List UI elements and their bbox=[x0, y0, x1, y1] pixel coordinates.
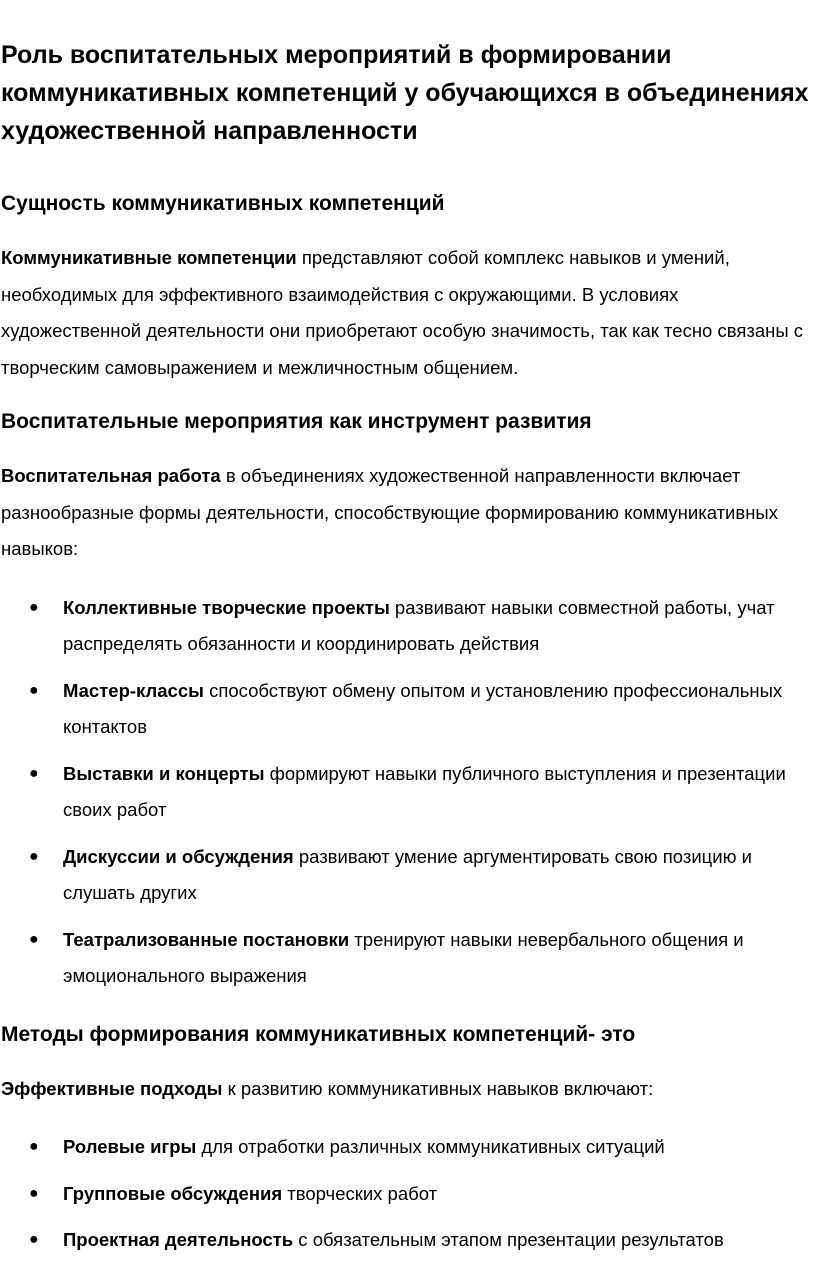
item-bold: Коллективные творческие проекты bbox=[63, 596, 390, 618]
paragraph-text: к развитию коммуникативных навыков включают: bbox=[222, 1077, 654, 1099]
section-paragraph bbox=[1, 1071, 810, 1108]
list-item bbox=[1, 1222, 810, 1259]
item-text: развивают навыки совместной работы, учат распределять обязанности и координировать действия bbox=[63, 596, 775, 654]
paragraph-bold: Воспитательная работа bbox=[1, 465, 221, 486]
section-educational-events bbox=[1, 408, 810, 995]
section-methods bbox=[1, 1021, 810, 1259]
bullet-list bbox=[1, 1129, 810, 1259]
list-item bbox=[1, 673, 810, 746]
item-text: тренируют навыки невербального общения и эмоционального выражения bbox=[63, 928, 744, 986]
paragraph-text: в объединениях художественной направленности включает разнообразные формы деятельности, способствующие формированию коммуникативных навыков: bbox=[1, 465, 778, 559]
item-text: творческих работ bbox=[282, 1182, 438, 1204]
section-heading: Воспитательные мероприятия как инструмент развития bbox=[1, 410, 592, 433]
item-text: с обязательным этапом презентации результатов bbox=[293, 1229, 724, 1250]
bullet-icon: ● bbox=[29, 764, 39, 782]
bullet-icon: ● bbox=[29, 1184, 39, 1202]
item-text: формируют навыки публичного выступления и презентации своих работ bbox=[63, 762, 786, 820]
item-bold: Выставки и концерты bbox=[63, 762, 265, 784]
list-item bbox=[1, 590, 810, 663]
item-bold: Групповые обсуждения bbox=[63, 1182, 283, 1204]
bullet-icon: ● bbox=[29, 847, 39, 865]
bullet-icon: ● bbox=[29, 1138, 39, 1155]
section-essence bbox=[1, 190, 810, 386]
item-text: развивают умение аргументировать свою позицию и слушать других bbox=[63, 845, 752, 903]
item-bold: Мастер-классы bbox=[63, 679, 204, 701]
section-paragraph bbox=[1, 240, 810, 386]
section-heading: Методы формирования коммуникативных компетенций- это bbox=[1, 1022, 636, 1046]
paragraph-bold: Коммуникативные компетенции bbox=[1, 247, 297, 268]
item-bold: Проектная деятельность bbox=[63, 1229, 294, 1250]
list-item bbox=[1, 1129, 810, 1166]
item-text: способствуют обмену опытом и установлению профессиональных контактов bbox=[63, 679, 783, 737]
bullet-list bbox=[1, 590, 810, 995]
section-heading: Сущность коммуникативных компетенций bbox=[1, 192, 445, 215]
list-item bbox=[1, 1176, 810, 1213]
paragraph-text: представляют собой комплекс навыков и умений, необходимых для эффективного взаимодействия с окружающими. В условиях художественной деятельности они приобретают особую значимость, так как тесно связаны с творческим самовыражением и межличностным общением. bbox=[1, 247, 804, 378]
section-paragraph bbox=[1, 458, 810, 568]
bullet-icon: ● bbox=[29, 930, 39, 948]
bullet-icon: ● bbox=[29, 598, 39, 616]
item-bold: Театрализованные постановки bbox=[63, 928, 350, 950]
bullet-icon: ● bbox=[29, 1231, 39, 1248]
paragraph-bold: Эффективные подходы bbox=[1, 1077, 223, 1099]
list-item bbox=[1, 922, 810, 995]
item-bold: Дискуссии и обсуждения bbox=[63, 845, 294, 867]
list-item bbox=[1, 839, 810, 912]
bullet-icon: ● bbox=[29, 681, 39, 699]
document-title: Роль воспитательных мероприятий в формировании коммуникативных компетенций у обучающихся в объединениях художественной направленности bbox=[1, 41, 809, 145]
item-bold: Ролевые игры bbox=[63, 1136, 197, 1157]
list-item bbox=[1, 756, 810, 829]
item-text: для отработки различных коммуникативных ситуаций bbox=[196, 1136, 665, 1157]
